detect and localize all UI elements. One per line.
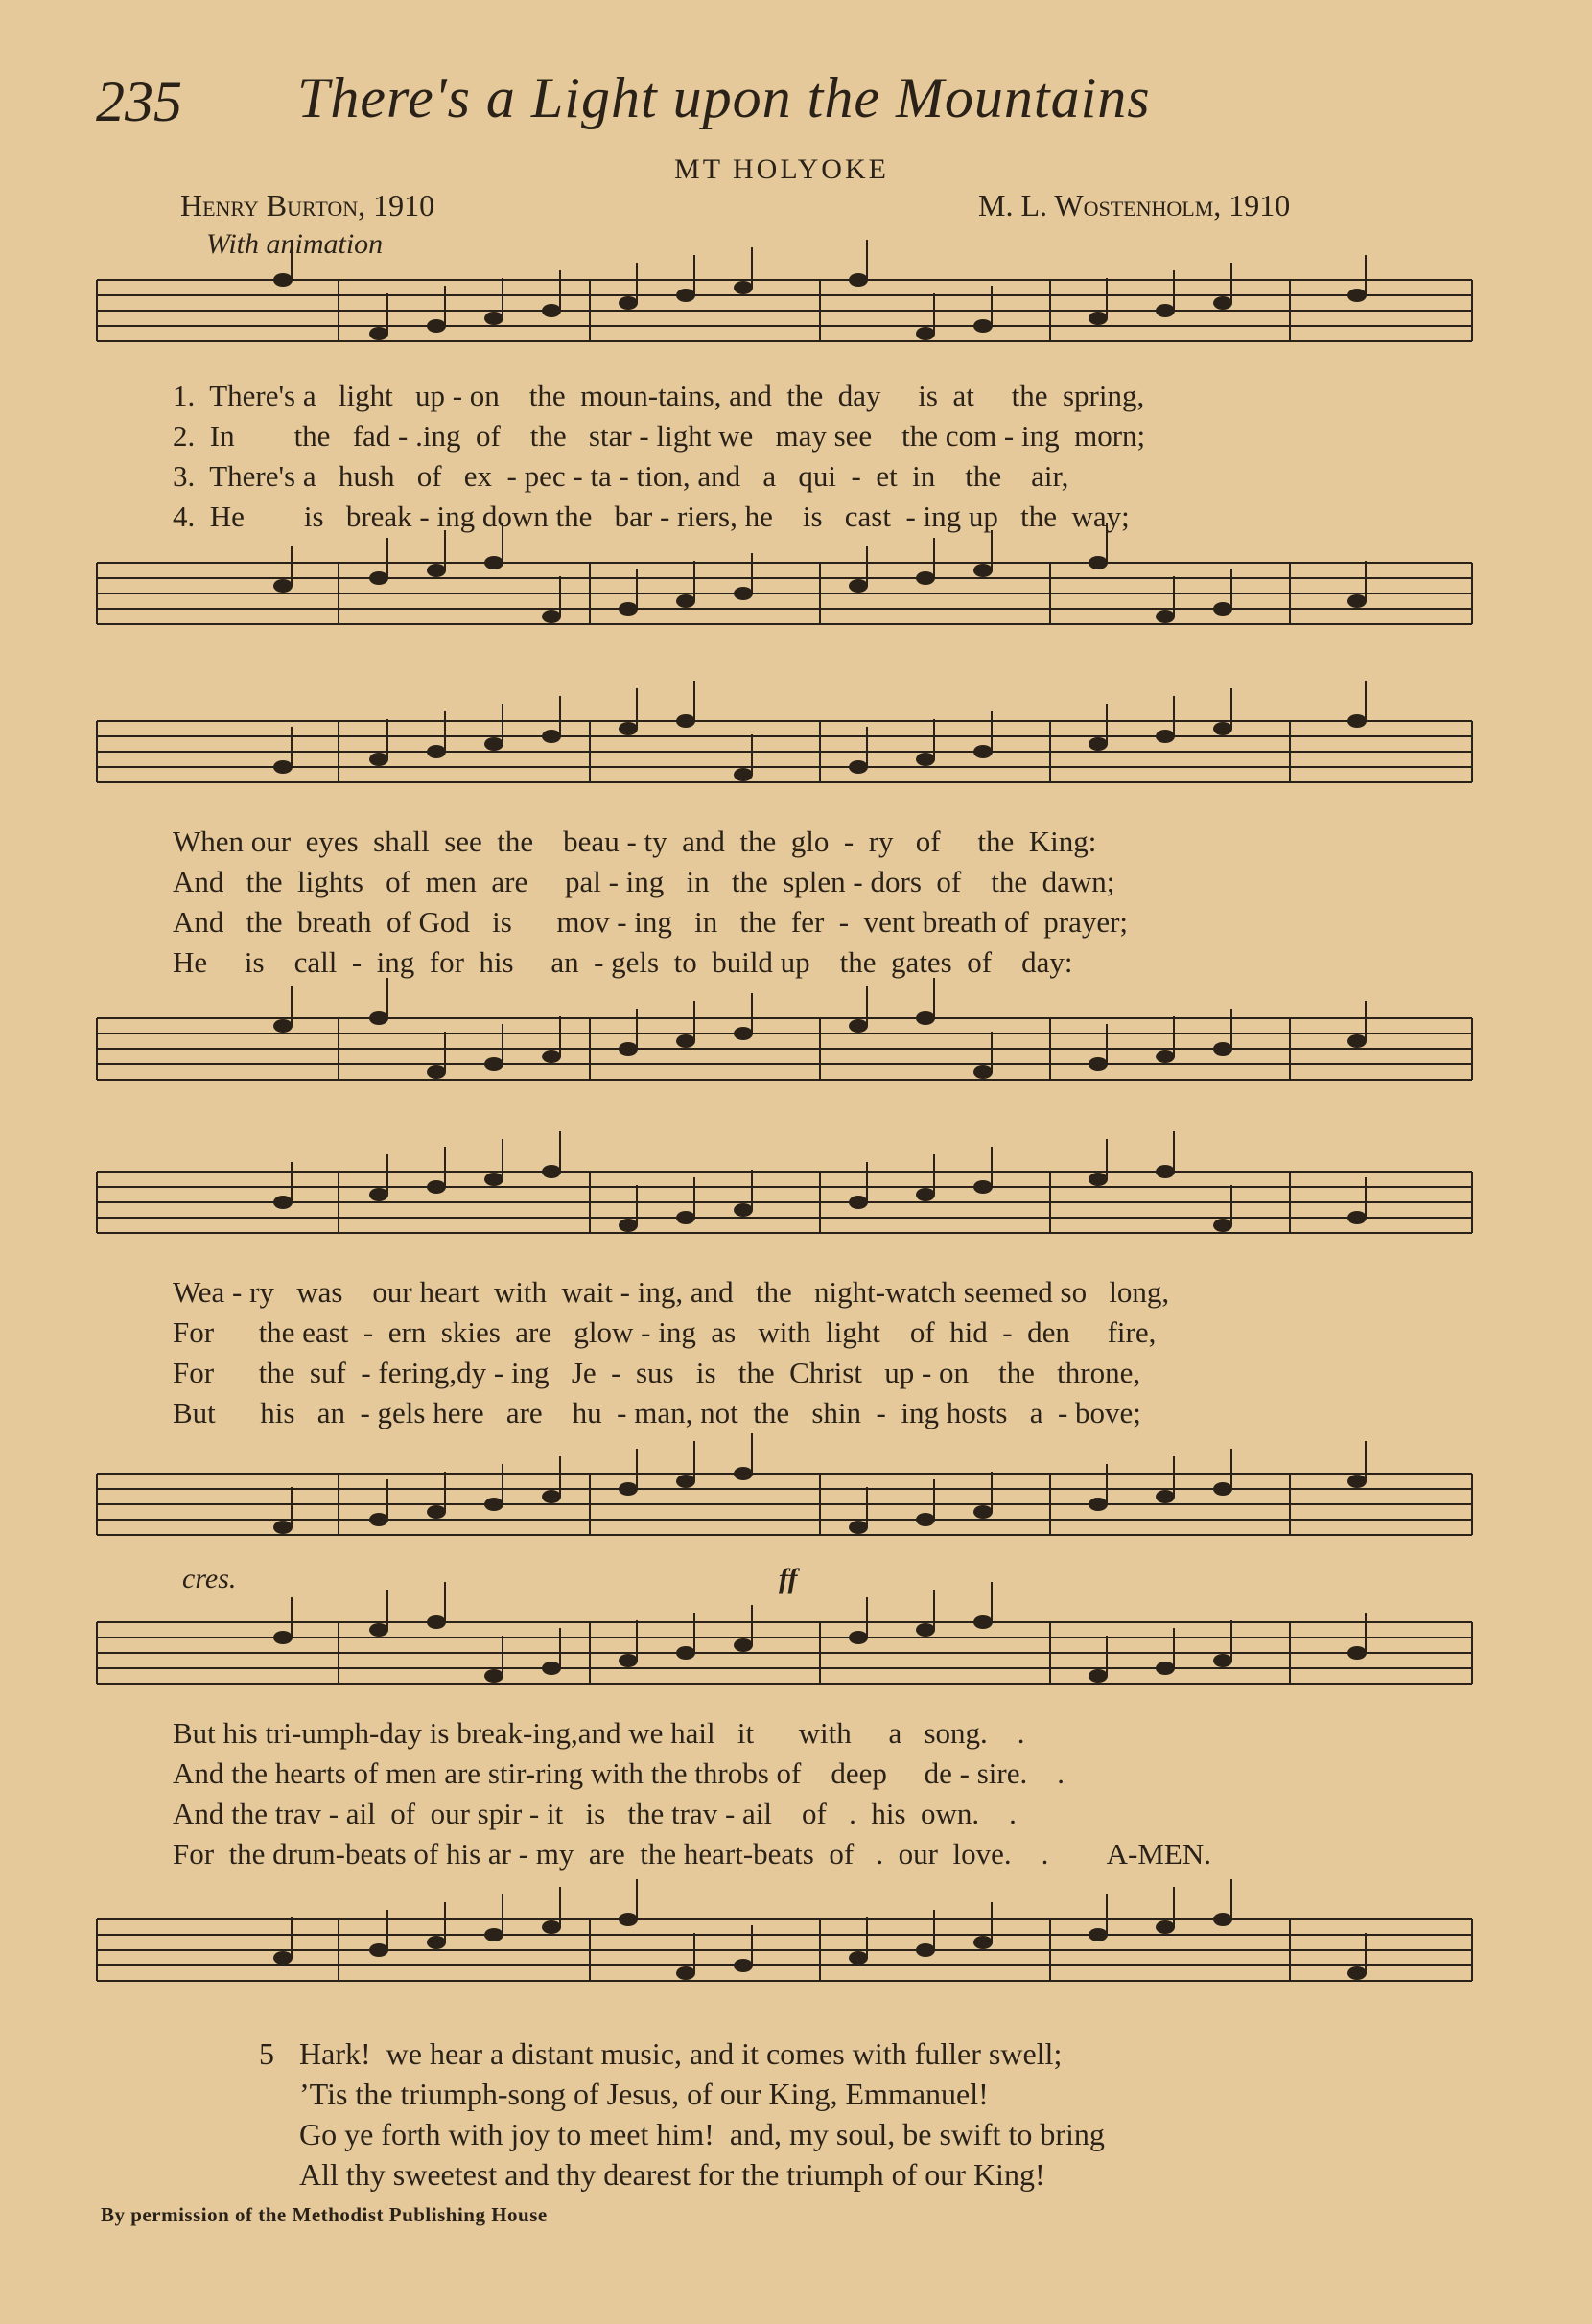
treble-staff [91, 709, 1472, 805]
note-head [973, 1615, 993, 1629]
note-head [916, 1513, 935, 1526]
lyric-line: For the suf - fering,dy - ing Je - sus is the Christ up - on the throne, [173, 1356, 1141, 1389]
note-head [1347, 1646, 1367, 1660]
bass-staff [91, 1007, 1472, 1103]
note-head [484, 737, 503, 751]
note-head [849, 273, 868, 287]
note-head [1089, 1057, 1108, 1071]
note-head [369, 327, 388, 340]
note-head [734, 768, 753, 781]
stanza-5-line: All thy sweetest and thy dearest for the triumph of our King! [299, 2157, 1045, 2192]
note-head [1156, 1050, 1175, 1063]
permission-note: By permission of the Methodist Publishing House [101, 2203, 548, 2226]
note-head [973, 745, 993, 758]
hymn-number: 235 [96, 70, 182, 133]
note-head [1213, 1219, 1232, 1232]
bass-staff [91, 1462, 1472, 1558]
note-head [1213, 1042, 1232, 1056]
note-head [973, 1505, 993, 1519]
note-head [849, 1951, 868, 1964]
note-head [1213, 1654, 1232, 1667]
note-head [973, 319, 993, 333]
note-head [734, 281, 753, 294]
note-head [916, 1943, 935, 1957]
lyric-line: For the east - ern skies are glow - ing as with light of hid - den fire, [173, 1315, 1157, 1349]
note-head [619, 1219, 638, 1232]
note-head [734, 587, 753, 600]
note-head [542, 1490, 561, 1503]
hymn-title: There's a Light upon the Mountains [297, 66, 1151, 129]
note-head [427, 1180, 446, 1194]
lyric-line: When our eyes shall see the beau - ty and the glo - ry of the King: [173, 825, 1097, 858]
note-head [849, 760, 868, 774]
note-head [1347, 714, 1367, 728]
bass-staff [91, 551, 1472, 647]
note-head [619, 296, 638, 310]
note-head [734, 1638, 753, 1652]
note-head [1156, 730, 1175, 743]
lyric-line: For the drum-beats of his ar - my are the heart-beats of . our love. . A-MEN. [173, 1837, 1212, 1871]
note-head [542, 1662, 561, 1675]
note-head [676, 1646, 695, 1660]
lyric-line: And the hearts of men are stir-ring with the throbs of deep de - sire. . [173, 1756, 1065, 1790]
note-head [1089, 1928, 1108, 1941]
note-head [1347, 1211, 1367, 1224]
note-head [734, 1467, 753, 1480]
note-head [1347, 1475, 1367, 1488]
note-head [369, 1943, 388, 1957]
music-system-2 [91, 709, 1472, 1112]
note-head [273, 1631, 293, 1644]
note-head [1213, 602, 1232, 616]
note-head [734, 1203, 753, 1217]
note-head [849, 579, 868, 593]
note-head [973, 1180, 993, 1194]
note-head [542, 610, 561, 623]
note-head [427, 1936, 446, 1949]
note-head [1089, 737, 1108, 751]
note-head [619, 1913, 638, 1926]
treble-staff [91, 1160, 1472, 1256]
note-head [369, 571, 388, 585]
note-head [676, 1475, 695, 1488]
tune-name: MT HOLYOKE [674, 153, 889, 185]
note-head [369, 1623, 388, 1637]
lyric-line: And the breath of God is mov - ing in the fer - vent breath of prayer; [173, 905, 1129, 939]
note-head [1156, 610, 1175, 623]
note-head [273, 1951, 293, 1964]
treble-staff [91, 268, 1472, 364]
note-head [484, 1057, 503, 1071]
note-head [916, 1623, 935, 1637]
note-head [542, 304, 561, 317]
music-system-1 [91, 259, 1472, 652]
lyric-line: 4. He is break - ing down the bar - riers, he is cast - ing up the way; [173, 500, 1130, 533]
lyric-line: He is call - ing for his an - gels to build up the gates of day: [173, 945, 1073, 979]
note-head [427, 319, 446, 333]
note-head [1089, 1498, 1108, 1511]
note-head [1213, 1913, 1232, 1926]
note-head [916, 753, 935, 766]
tempo-marking: With animation [206, 228, 384, 260]
music-system-3 [91, 1160, 1472, 1563]
note-head [542, 1165, 561, 1178]
note-head [1089, 312, 1108, 325]
note-head [849, 1019, 868, 1033]
note-head [973, 1936, 993, 1949]
note-head [619, 1654, 638, 1667]
lyric-line: But his an - gels here are hu - man, not the shin - ing hosts a - bove; [173, 1396, 1141, 1429]
note-head [1347, 594, 1367, 608]
note-head [273, 760, 293, 774]
note-head [273, 579, 293, 593]
note-head [427, 745, 446, 758]
stanza-5-line: Hark! we hear a distant music, and it comes with fuller swell; [299, 2036, 1063, 2071]
music-system-4 [91, 1611, 1472, 2013]
note-head [973, 564, 993, 577]
note-head [1156, 304, 1175, 317]
fortissimo-marking: ff [779, 1563, 798, 1594]
note-head [369, 1188, 388, 1201]
note-head [676, 289, 695, 302]
treble-staff [91, 1611, 1472, 1707]
note-head [427, 1615, 446, 1629]
note-head [849, 1521, 868, 1534]
note-head [1347, 1966, 1367, 1980]
note-head [369, 1513, 388, 1526]
note-head [1156, 1920, 1175, 1934]
note-head [916, 1011, 935, 1025]
note-head [916, 571, 935, 585]
note-head [734, 1959, 753, 1972]
note-head [676, 714, 695, 728]
lyric-line: And the lights of men are pal - ing in the splen - dors of the dawn; [173, 865, 1115, 898]
lyric-line: 1. There's a light up - on the moun-tains, and the day is at the spring, [173, 379, 1145, 412]
bass-staff [91, 1908, 1472, 2004]
note-head [676, 594, 695, 608]
lyric-line: 3. There's a hush of ex - pec - ta - tion, and a qui - et in the air, [173, 459, 1069, 493]
note-head [484, 556, 503, 569]
note-head [542, 730, 561, 743]
stanza-5-line: Go ye forth with joy to meet him! and, my soul, be swift to bring [299, 2117, 1105, 2151]
note-head [369, 753, 388, 766]
note-head [676, 1034, 695, 1048]
note-head [1347, 1034, 1367, 1048]
lyric-line: But his tri-umph-day is break-ing,and we hail it with a song. . [173, 1716, 1025, 1750]
note-head [849, 1196, 868, 1209]
note-head [542, 1920, 561, 1934]
note-head [1089, 1669, 1108, 1683]
stanza-5-line: ’Tis the triumph-song of Jesus, of our King, Emmanuel! [299, 2077, 989, 2111]
note-head [1347, 289, 1367, 302]
note-head [1089, 556, 1108, 569]
music-composer: M. L. Wostenholm, 1910 [978, 188, 1291, 222]
note-head [484, 1928, 503, 1941]
note-head [273, 1019, 293, 1033]
note-head [676, 1211, 695, 1224]
note-head [484, 1498, 503, 1511]
note-head [427, 1505, 446, 1519]
note-head [427, 1065, 446, 1079]
note-head [1213, 296, 1232, 310]
note-head [1156, 1490, 1175, 1503]
note-head [1213, 1482, 1232, 1496]
note-head [849, 1631, 868, 1644]
note-head [1156, 1662, 1175, 1675]
note-head [484, 1173, 503, 1186]
note-head [973, 1065, 993, 1079]
note-head [1156, 1165, 1175, 1178]
note-head [273, 273, 293, 287]
lyric-line: Wea - ry was our heart with wait - ing, and the night-watch seemed so long, [173, 1275, 1170, 1309]
note-head [484, 1669, 503, 1683]
note-head [273, 1196, 293, 1209]
stanza-5-number: 5 [259, 2036, 274, 2071]
note-head [619, 1482, 638, 1496]
note-head [916, 1188, 935, 1201]
note-head [619, 1042, 638, 1056]
note-head [734, 1027, 753, 1040]
lyric-line: 2. In the fad - .ing of the star - light we may see the com - ing morn; [173, 419, 1146, 453]
note-head [619, 602, 638, 616]
note-head [369, 1011, 388, 1025]
note-head [542, 1050, 561, 1063]
note-head [484, 312, 503, 325]
crescendo-marking: cres. [182, 1563, 237, 1594]
note-head [619, 722, 638, 735]
note-head [1213, 722, 1232, 735]
note-head [273, 1521, 293, 1534]
note-head [1089, 1173, 1108, 1186]
note-head [676, 1966, 695, 1980]
note-head [916, 327, 935, 340]
note-head [427, 564, 446, 577]
text-author: Henry Burton, 1910 [180, 188, 435, 222]
lyric-line: And the trav - ail of our spir - it is the trav - ail of . his own. . [173, 1797, 1017, 1830]
